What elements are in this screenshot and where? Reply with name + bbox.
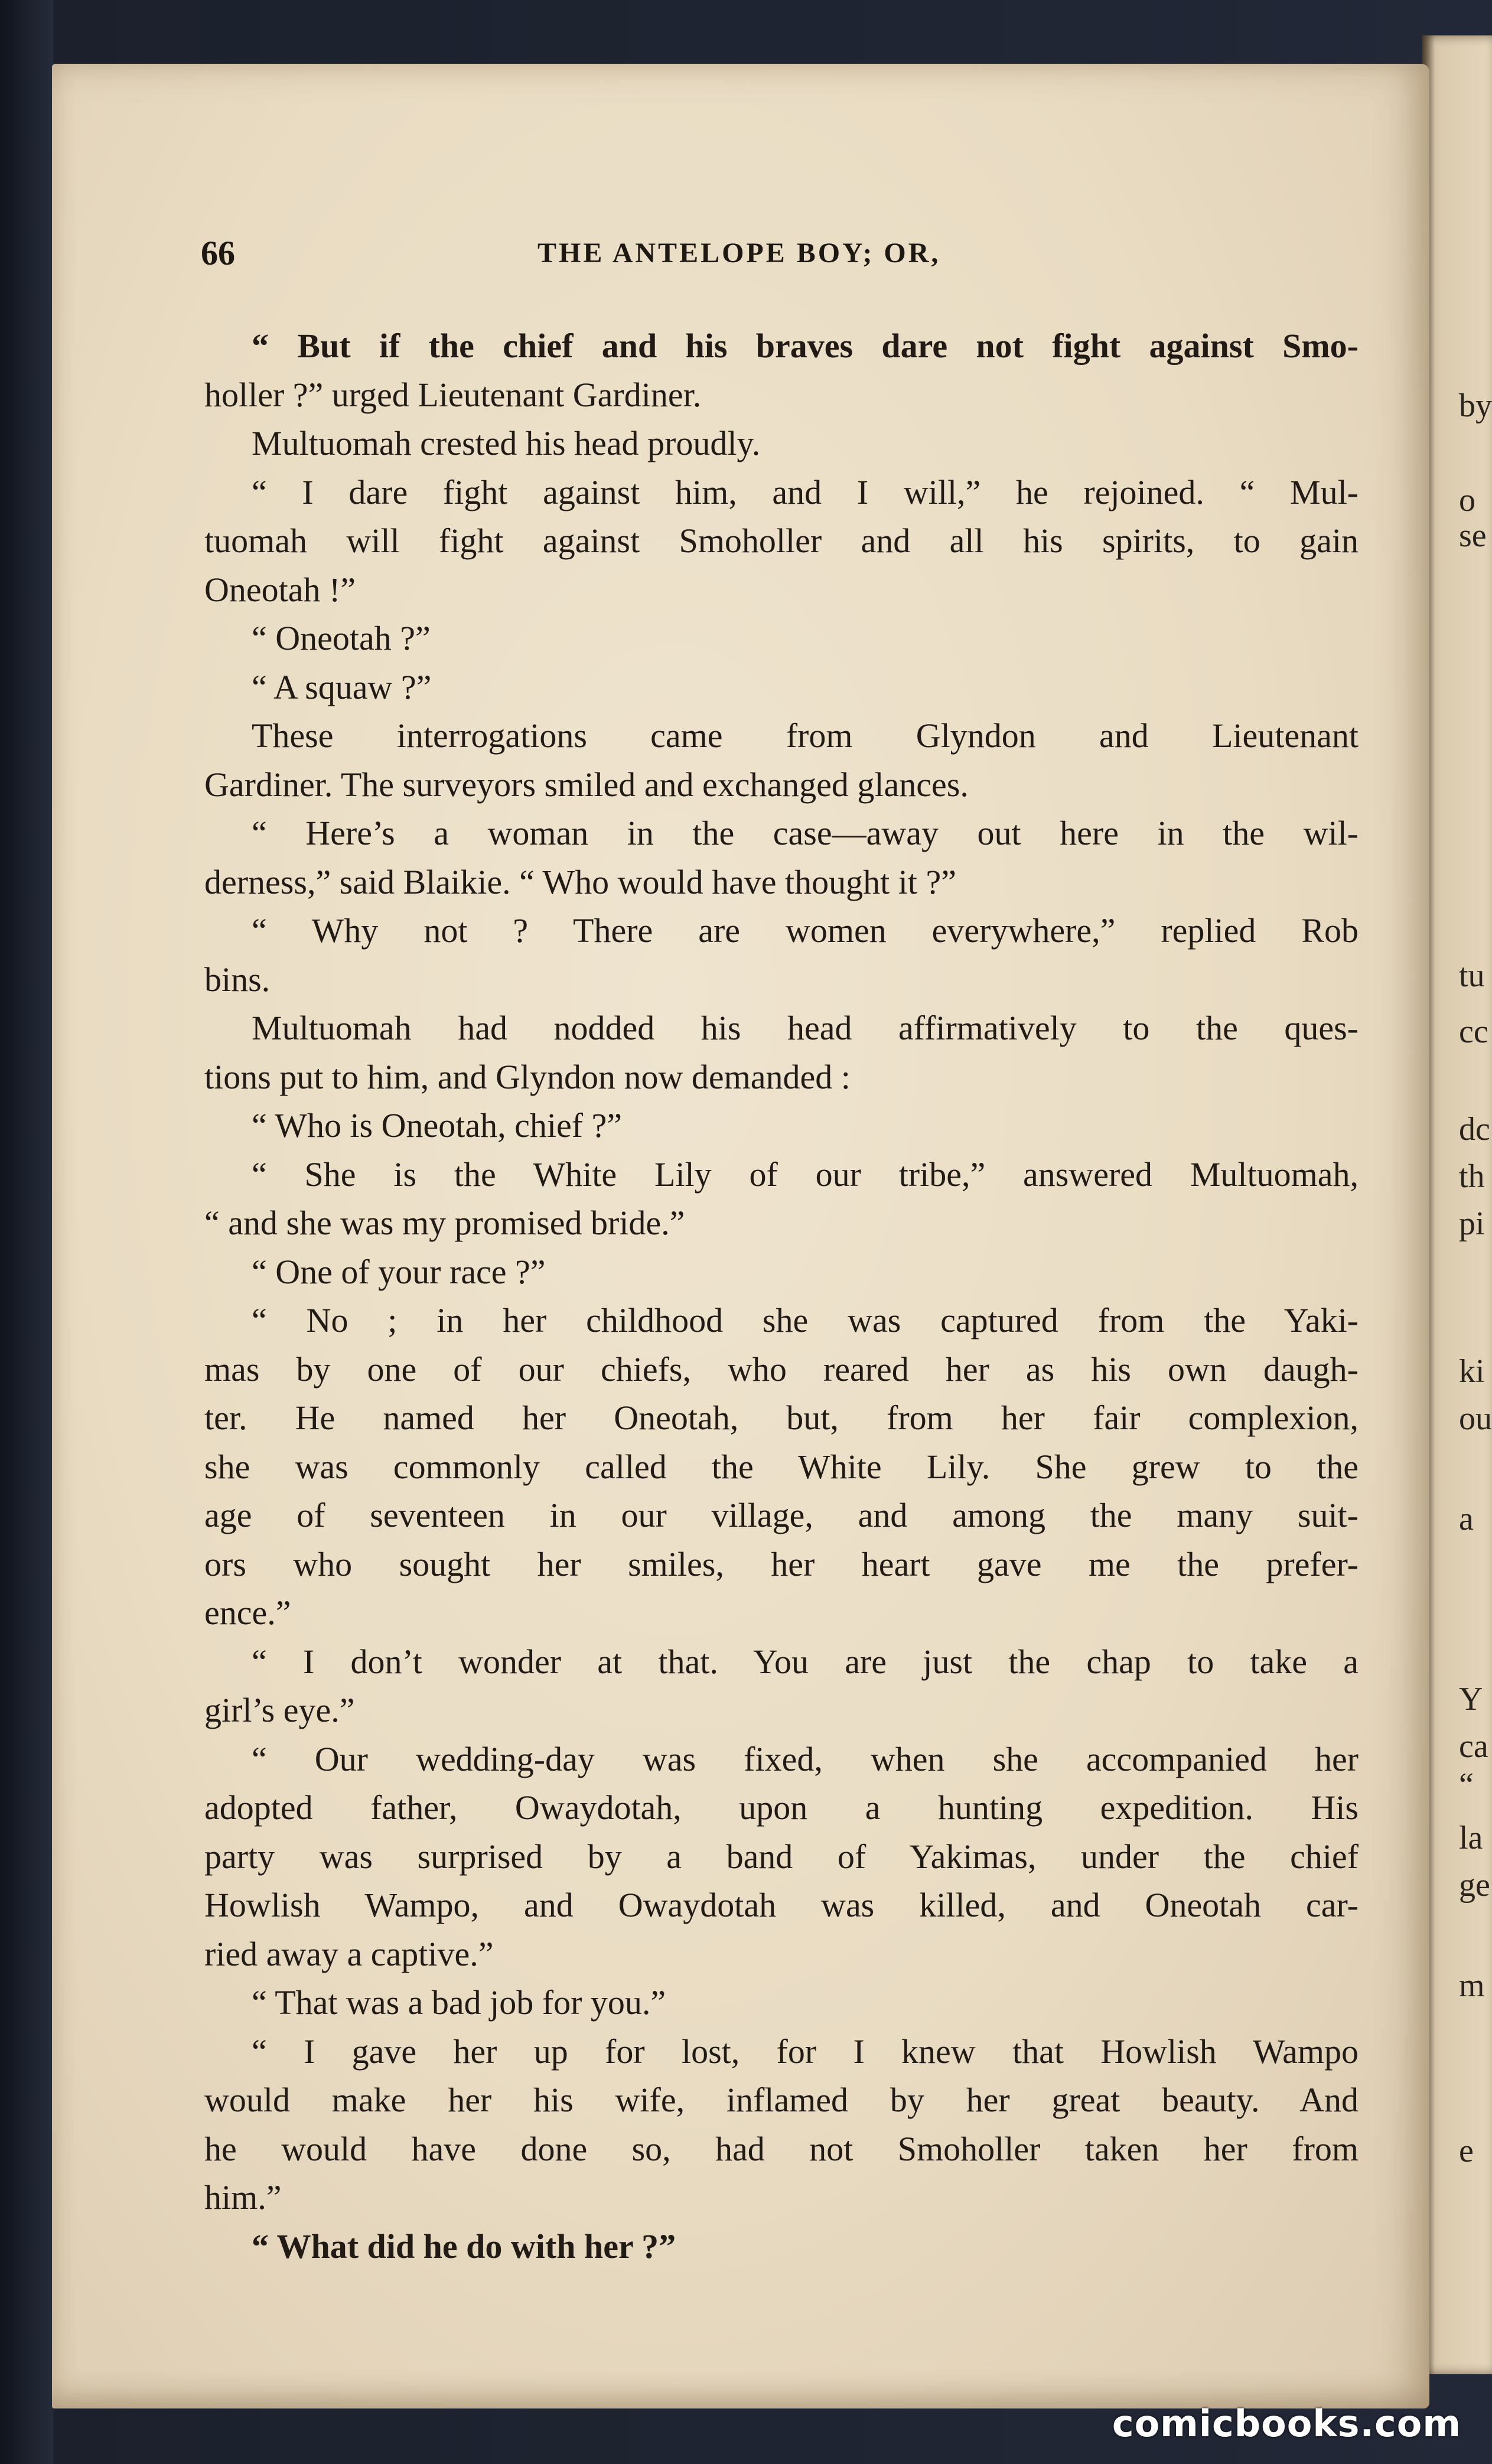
body-text bbox=[204, 322, 1359, 2271]
text-line: “ A squaw ?” bbox=[252, 667, 432, 706]
running-title: THE ANTELOPE BOY; OR, bbox=[537, 237, 941, 269]
text-line: derness,” said Blaikie. “ Who would have thought it ?” bbox=[204, 862, 956, 901]
text-line: “ Who is Oneotah, chief ?” bbox=[252, 1106, 623, 1145]
next-page-fragment: ge bbox=[1459, 1867, 1490, 1904]
text-line: bins. bbox=[204, 960, 271, 999]
text-line: ors who sought her smiles, her heart gave me the prefer- bbox=[204, 1544, 1359, 1583]
text-line: “ I gave her up for lost, for I knew that Howlish Wampo bbox=[252, 2032, 1359, 2071]
text-line: “ No ; in her childhood she was captured from the Yaki- bbox=[252, 1301, 1359, 1339]
text-line: “ Here’s a woman in the case—away out here in the wil- bbox=[252, 814, 1359, 852]
text-line: “ I don’t wonder at that. You are just the chap to take a bbox=[252, 1642, 1359, 1681]
next-page-fragment: ou bbox=[1459, 1400, 1492, 1437]
next-page-fragment: a bbox=[1459, 1501, 1474, 1537]
text-line: “ That was a bad job for you.” bbox=[252, 1983, 666, 2022]
text-line: “ Oneotah ?” bbox=[252, 619, 431, 657]
text-line: she was commonly called the White Lily. She grew to the bbox=[204, 1447, 1359, 1486]
book-binding bbox=[0, 0, 53, 2464]
text-line: “ I dare fight against him, and I will,” he rejoined. “ Mul- bbox=[252, 472, 1359, 511]
text-line: holler ?” urged Lieutenant Gardiner. bbox=[204, 375, 702, 414]
next-page-fragment: cc bbox=[1459, 1013, 1488, 1050]
text-line: mas by one of our chiefs, who reared her as his own daugh- bbox=[204, 1350, 1359, 1389]
text-line: These interrogations came from Glyndon and Lieutenant bbox=[252, 716, 1359, 755]
text-line: girl’s eye.” bbox=[204, 1691, 355, 1729]
text-line: Gardiner. The surveyors smiled and exchanged glances. bbox=[204, 765, 969, 804]
next-page-fragment: ki bbox=[1459, 1353, 1485, 1390]
text-line: Multuomah had nodded his head affirmatively to the ques- bbox=[252, 1009, 1359, 1047]
text-line: “ and she was my promised bride.” bbox=[204, 1204, 685, 1242]
next-page-fragment: tu bbox=[1459, 957, 1485, 994]
text-line: would make her his wife, inflamed by her great beauty. And bbox=[204, 2081, 1359, 2119]
text-line: “ One of your race ?” bbox=[252, 1252, 546, 1291]
next-page-fragment: e bbox=[1459, 2133, 1474, 2169]
text-line: ter. He named her Oneotah, but, from her fair complexion, bbox=[204, 1399, 1359, 1437]
text-line: Oneotah !” bbox=[204, 570, 356, 609]
next-page-fragment: o bbox=[1459, 482, 1475, 519]
text-line: age of seventeen in our village, and among the many suit- bbox=[204, 1496, 1359, 1534]
page-number: 66 bbox=[201, 234, 235, 272]
next-page-fragment: pi bbox=[1459, 1205, 1485, 1242]
text-line: “ Why not ? There are women everywhere,” replied Rob bbox=[252, 911, 1359, 950]
text-line: him.” bbox=[204, 2178, 282, 2217]
next-page-fragment: m bbox=[1459, 1967, 1485, 2004]
watermark: comicbooks.com bbox=[1112, 2402, 1461, 2445]
next-page-fragment: la bbox=[1459, 1820, 1483, 1856]
next-page-fragment: se bbox=[1459, 517, 1487, 554]
next-page-fragment: “ bbox=[1459, 1766, 1474, 1803]
text-line: ried away a captive.” bbox=[204, 1934, 494, 1973]
next-page-fragment: th bbox=[1459, 1158, 1485, 1195]
text-line: he would have done so, had not Smoholler taken her from bbox=[204, 2129, 1359, 2168]
text-line: adopted father, Owaydotah, upon a hunting expedition. His bbox=[204, 1788, 1359, 1827]
text-line: party was surprised by a band of Yakimas, under the chief bbox=[204, 1837, 1359, 1876]
text-line: Multuomah crested his head proudly. bbox=[252, 424, 761, 462]
next-page-fragment: by bbox=[1459, 387, 1492, 424]
next-page-fragment: Y bbox=[1459, 1681, 1483, 1717]
text-line: “ She is the White Lily of our tribe,” answered Multuomah, bbox=[252, 1155, 1359, 1194]
text-line: Howlish Wampo, and Owaydotah was killed, and Oneotah car- bbox=[204, 1886, 1359, 1924]
text-line: “ What did he do with her ?” bbox=[252, 2227, 676, 2266]
text-line: tions put to him, and Glyndon now demanded : bbox=[204, 1057, 851, 1096]
next-page-fragment: dc bbox=[1459, 1111, 1490, 1148]
text-line: ence.” bbox=[204, 1593, 291, 1632]
running-head bbox=[201, 233, 1359, 275]
text-line: tuomah will fight against Smoholler and all his spirits, to gain bbox=[204, 522, 1359, 560]
text-line: “ Our wedding-day was fixed, when she accompanied her bbox=[252, 1739, 1359, 1778]
text-line: “ But if the chief and his braves dare not fight against Smo- bbox=[252, 327, 1359, 365]
next-page-fragment: ca bbox=[1459, 1728, 1488, 1765]
